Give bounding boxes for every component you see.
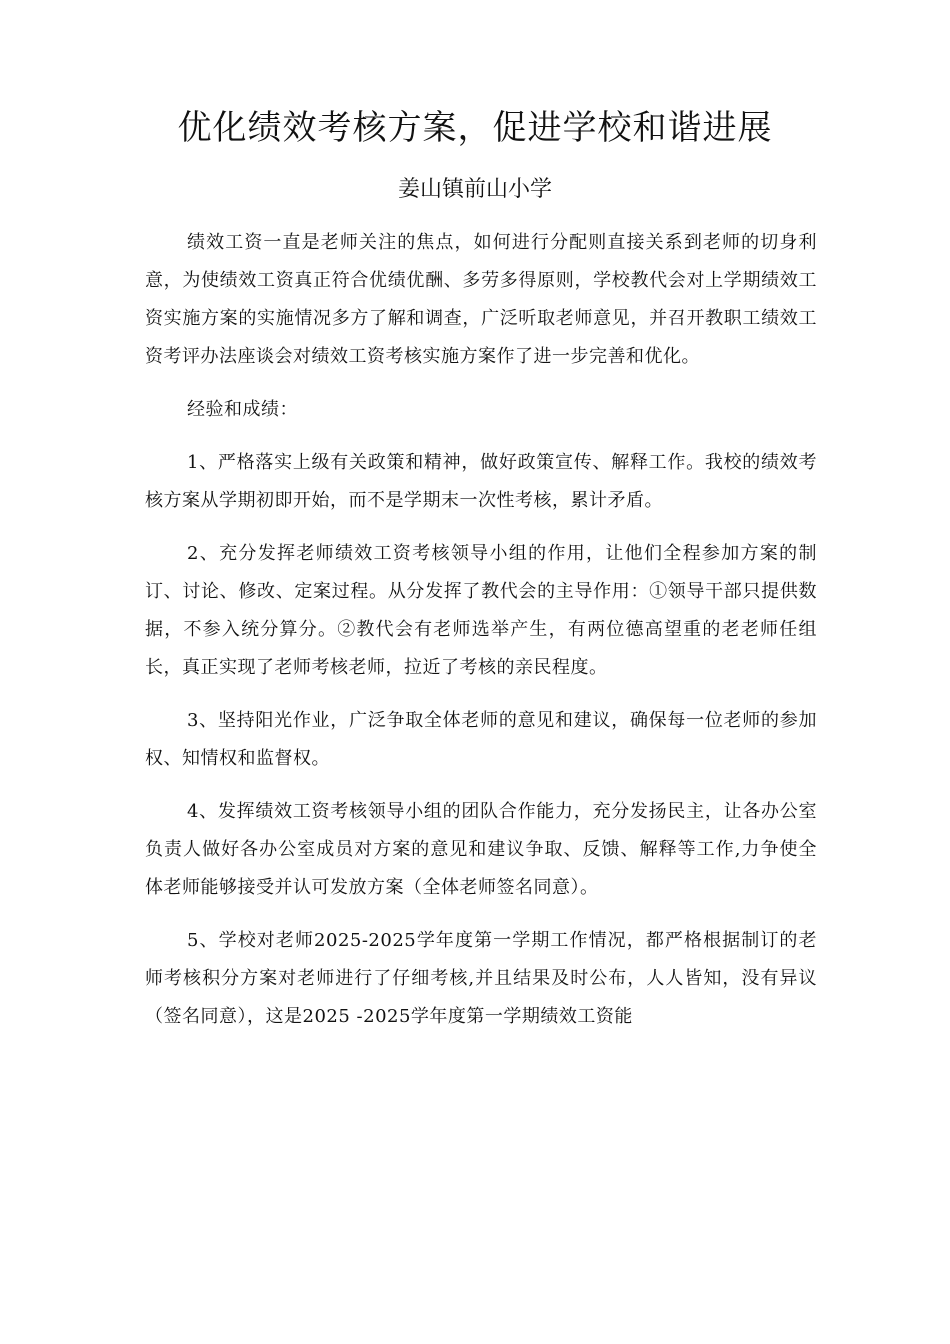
document-body <box>145 224 817 1051</box>
paragraph-item-5: 5、学校对老师2025-2025学年度第一学期工作情况，都严格根据制订的老师考核积分方案对老师进行了仔细考核,并且结果及时公布，人人皆知，没有异议（签名同意），这是2025 -2025学年度第一学期绩效工资能 <box>145 930 817 1027</box>
paragraph-intro: 绩效工资一直是老师关注的焦点，如何进行分配则直接关系到老师的切身利意，为使绩效工资真正符合优绩优酬、多劳多得原则，学校教代会对上学期绩效工资实施方案的实施情况多方了解和调查，广泛听取老师意见，并召开教职工绩效工资考评办法座谈会对绩效工资考核实施方案作了进一步完善和优化。 <box>145 232 817 367</box>
paragraph-item-2: 2、充分发挥老师绩效工资考核领导小组的作用，让他们全程参加方案的制订、讨论、修改、定案过程。从分发挥了教代会的主导作用：①领导干部只提供数据，不参入统分算分。②教代会有老师选举产生，有两位德高望重的老老师任组长，真正实现了老师考核老师，拉近了考核的亲民程度。 <box>145 543 817 678</box>
document-author: 姜山镇前山小学 <box>397 177 552 202</box>
paragraph-item-3: 3、坚持阳光作业，广泛争取全体老师的意见和建议，确保每一位老师的参加权、知情权和监督权。 <box>145 710 817 769</box>
paragraph-heading-experience: 经验和成绩： <box>187 399 298 420</box>
document-title: 优化绩效考核方案，促进学校和谐进展 <box>177 108 773 148</box>
paragraph-item-4: 4、发挥绩效工资考核领导小组的团队合作能力，充分发扬民主，让各办公室负责人做好各办公室成员对方案的意见和建议争取、反馈、解释等工作,力争使全体老师能够接受并认可发放方案（全体老师签名同意）。 <box>145 801 817 898</box>
paragraph-item-1: 1、严格落实上级有关政策和精神，做好政策宣传、解释工作。我校的绩效考核方案从学期初即开始，而不是学期末一次性考核，累计矛盾。 <box>145 452 817 511</box>
